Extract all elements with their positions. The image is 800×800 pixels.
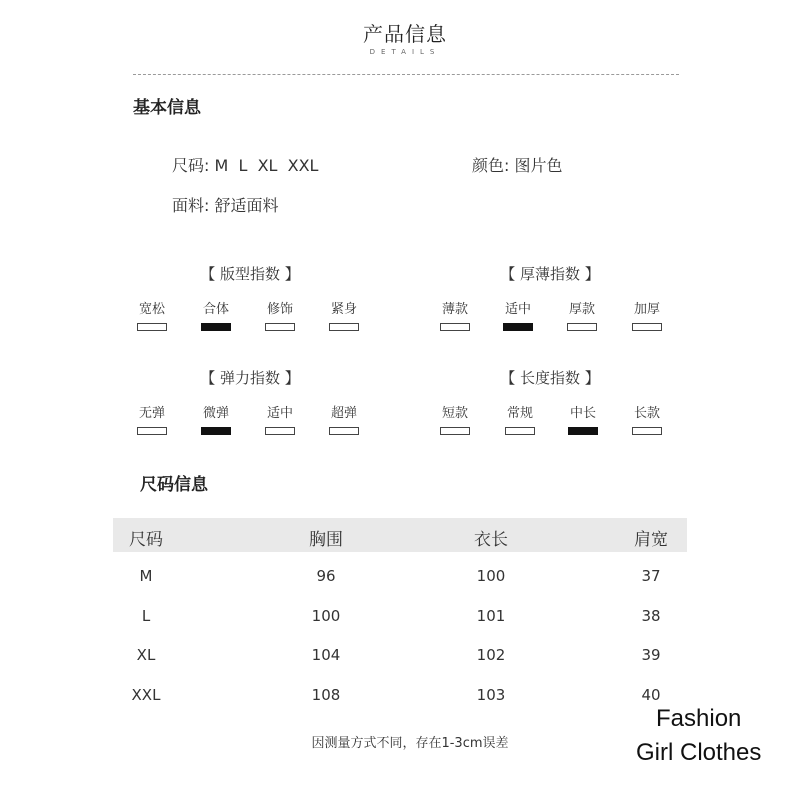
index-option: [127, 406, 177, 435]
option-label: 厚款: [568, 302, 595, 317]
option-label: 中长: [569, 406, 596, 421]
color-label: 颜色:: [472, 156, 510, 175]
option-bar: [329, 427, 359, 435]
table-cell: 100: [476, 567, 506, 585]
index-option: [493, 302, 543, 331]
table-row: [0, 646, 800, 666]
option-bar: [632, 427, 662, 435]
option-label: 长款: [633, 406, 660, 421]
size-values: M L XL XXL: [214, 156, 319, 175]
table-row: [0, 607, 800, 627]
option-label: 宽松: [138, 302, 165, 317]
table-cell: 101: [476, 607, 506, 625]
index-option: [127, 302, 177, 331]
table-cell: XXL: [131, 686, 161, 704]
index-option: [191, 406, 241, 435]
table-header-cell: 肩宽: [634, 530, 668, 550]
option-bar: [137, 427, 167, 435]
fabric-info: [172, 193, 279, 216]
option-bar: [137, 323, 167, 331]
option-label: 微弹: [202, 406, 229, 421]
option-bar: [265, 427, 295, 435]
table-cell: 103: [476, 686, 506, 704]
thickness-index-title: 【 厚薄指数 】: [500, 265, 600, 283]
table-header-cell: 尺码: [129, 530, 163, 550]
option-label: 修饰: [266, 302, 293, 317]
table-cell: 102: [476, 646, 506, 664]
table-cell: 39: [641, 646, 661, 664]
option-bar: [503, 323, 533, 331]
table-cell: 108: [311, 686, 341, 704]
watermark-line2: Girl Clothes: [636, 739, 762, 766]
option-bar: [440, 323, 470, 331]
fabric-label: 面料:: [172, 196, 210, 215]
color-info: [472, 153, 563, 176]
index-option: [255, 406, 305, 435]
page-title: 产品信息: [363, 22, 447, 46]
table-cell: M: [139, 567, 153, 585]
size-info: [172, 153, 318, 176]
option-label: 加厚: [633, 302, 660, 317]
color-value: 图片色: [514, 156, 563, 175]
table-cell: L: [141, 607, 151, 625]
index-option: [319, 302, 369, 331]
table-row: [0, 567, 800, 587]
option-bar: [201, 427, 231, 435]
index-option: [430, 406, 480, 435]
table-cell: 96: [316, 567, 336, 585]
option-label: 短款: [441, 406, 468, 421]
table-cell: 104: [311, 646, 341, 664]
length-index-title: 【 长度指数 】: [500, 369, 600, 387]
option-bar: [201, 323, 231, 331]
index-option: [495, 406, 545, 435]
option-bar: [567, 323, 597, 331]
table-cell: 100: [311, 607, 341, 625]
option-label: 紧身: [330, 302, 357, 317]
table-header-cell: 衣长: [474, 530, 508, 550]
size-label: 尺码:: [172, 156, 210, 175]
option-label: 超弹: [330, 406, 357, 421]
basic-info-heading: 基本信息: [133, 98, 201, 118]
page-subtitle: DETAILS: [369, 48, 441, 56]
table-cell: 38: [641, 607, 661, 625]
index-option: [622, 302, 672, 331]
index-option: [622, 406, 672, 435]
watermark-line1: Fashion: [656, 705, 742, 732]
option-bar: [265, 323, 295, 331]
fit-index-title: 【 版型指数 】: [200, 265, 300, 283]
measurement-note: 因测量方式不同，存在1-3cm误差: [311, 736, 509, 751]
size-info-heading: 尺码信息: [140, 475, 208, 495]
option-bar: [329, 323, 359, 331]
index-option: [255, 302, 305, 331]
option-label: 合体: [202, 302, 229, 317]
table-cell: XL: [136, 646, 156, 664]
option-label: 适中: [266, 406, 293, 421]
option-bar: [440, 427, 470, 435]
dashed-divider: [133, 74, 679, 75]
index-option: [558, 406, 608, 435]
elasticity-index-title: 【 弹力指数 】: [200, 369, 300, 387]
table-cell: 40: [641, 686, 661, 704]
option-bar: [632, 323, 662, 331]
table-header-cell: 胸围: [309, 530, 343, 550]
fabric-value: 舒适面料: [214, 196, 279, 215]
option-label: 薄款: [441, 302, 468, 317]
table-row: [0, 686, 800, 706]
option-label: 适中: [504, 302, 531, 317]
table-cell: 37: [641, 567, 661, 585]
index-option: [191, 302, 241, 331]
index-option: [319, 406, 369, 435]
option-bar: [505, 427, 535, 435]
option-label: 无弹: [138, 406, 165, 421]
index-option: [430, 302, 480, 331]
option-label: 常规: [506, 406, 533, 421]
option-bar: [568, 427, 598, 435]
index-option: [557, 302, 607, 331]
